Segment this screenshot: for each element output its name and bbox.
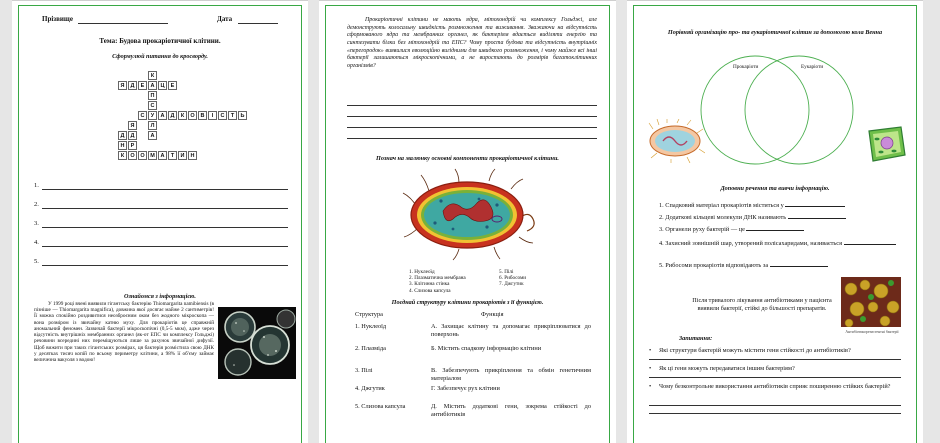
column-structure: Структура xyxy=(355,311,383,318)
case-text: Після тривалого лікування антибіотиками у пацієнта виявили бактерії, стійкі до більшості препаратів. xyxy=(692,297,832,312)
crossword-cell[interactable]: С xyxy=(138,111,147,120)
bullet-icon: • xyxy=(649,365,652,372)
fill-blank[interactable] xyxy=(788,213,846,219)
crossword-cell[interactable]: Н xyxy=(118,141,127,150)
function-item: Б. Містить спадкову інформацію клітини xyxy=(431,345,542,352)
crossword-cell[interactable]: С xyxy=(148,101,157,110)
venn-heading: Порівняй організацію про- та еукаріотичної клітин за допомогою кола Венна xyxy=(667,29,883,36)
crossword-cell[interactable]: І xyxy=(208,111,217,120)
diagram-legend-right xyxy=(499,269,526,288)
crossword-cell[interactable]: Д xyxy=(168,111,177,120)
plant-cell-illustration xyxy=(863,125,907,163)
legend-item: 4. Слизова капсула xyxy=(409,287,451,294)
worksheet-page-3 xyxy=(627,0,923,443)
legend-item: 1. Нуклеоїд xyxy=(409,269,435,275)
question-number: 2. xyxy=(34,201,39,208)
venn-label-eukaryotes: Еукаріоти xyxy=(801,64,824,70)
structure-item: 1. Нуклеоїд xyxy=(355,323,387,330)
info-heading: Ознайомся з інформацією. xyxy=(124,293,196,300)
crossword-cell[interactable]: П xyxy=(148,91,157,100)
function-item: Г. Забезпечує рух клітини xyxy=(431,385,500,392)
answer-line[interactable] xyxy=(649,413,901,414)
column-function: Функція xyxy=(481,311,504,318)
bullet-icon: • xyxy=(649,383,652,390)
legend-item: 2. Плазматична мембрана xyxy=(409,275,466,282)
crossword-cell[interactable]: Д xyxy=(118,131,127,140)
fill-blank[interactable] xyxy=(746,225,804,231)
structure-item: 5. Слизова капсула xyxy=(355,403,406,410)
crossword-cell[interactable]: О xyxy=(128,151,137,160)
fill-sentence: 2. Додаткові кільцеві молекули ДНК називають xyxy=(659,213,899,222)
answer-line[interactable] xyxy=(42,246,288,247)
answer-line[interactable] xyxy=(649,405,901,406)
resistant-bacteria-photo xyxy=(841,277,901,327)
structure-item: 4. Джгутик xyxy=(355,385,385,392)
crossword-cell[interactable]: Д xyxy=(128,131,137,140)
info-text: У 1999 році вчені виявили гігантську бактерію Thiomargarita namibiensis (в пізніше — Thiomargarita magnifica), довжина якої досягає майже 2 сантиметрів! Її можна спокійно роздивитися неозброєним оком без жодного мікроскопа — вона розміром із звичайну катню муху. Для прокаріотів це справжній аномальний феномен. Зазвичай бактерії мікроскопічні (0,5-5 мкм), адже через відсутність внутрішніх мембранних органел (як-от ЕПС чи комплексу Гольджі) речовини всередині них переміщуються лише за рахунок звичайної дифузії. Щоб вижити при таких гігантських розмірах, ця бактерія розмістила свою ДНК у десятках тисяч копій по всьому периметру клітини, а 98% її об'єму займає величезна вакуоля з водою! xyxy=(34,301,214,364)
crossword-cell[interactable]: Я xyxy=(118,81,127,90)
structure-item: 3. Пілі xyxy=(355,367,373,374)
bacterium-illustration xyxy=(647,119,705,163)
legend-item: 3. Клітинна стінка xyxy=(409,281,450,288)
crossword-cell[interactable]: Р xyxy=(128,141,137,150)
table-heading: Поєднай структуру клітини прокаріотів з її функцією. xyxy=(391,299,544,306)
crossword-cell[interactable]: М xyxy=(148,151,157,160)
bacteria-photo xyxy=(218,307,296,379)
topic-title: Тема: Будова прокаріотичної клітини. xyxy=(99,37,221,45)
crossword-cell[interactable]: Я xyxy=(128,121,137,130)
crossword-cell[interactable]: А xyxy=(148,81,157,90)
crossword-cell[interactable]: Е xyxy=(138,81,147,90)
answer-line[interactable] xyxy=(649,359,901,360)
function-item: Д. Містить додаткові гени, зокрема стійкості до антибіотиків xyxy=(431,403,591,418)
fill-blank[interactable] xyxy=(844,239,896,245)
answer-line[interactable] xyxy=(42,208,288,209)
diagram-legend-left xyxy=(409,269,466,294)
fill-sentence: 4. Захисний зовнішній шар, утворений полісахаридами, називається xyxy=(659,239,899,248)
questions-heading: Запитання: xyxy=(679,335,713,342)
crossword-cell[interactable]: Е xyxy=(168,81,177,90)
answer-line[interactable] xyxy=(42,265,288,266)
date-label: Дата xyxy=(217,15,233,23)
crossword-heading: Сформулюй питання до кросворду. xyxy=(112,53,208,60)
answer-line[interactable] xyxy=(347,116,597,117)
legend-item: 6. Рибосоми xyxy=(499,275,527,282)
intro-text: Прокаріотичні клітини не мають ядра, мітохондрій чи комплексу Гольджі, але демонструють колосальну швидкість розмноження та виживання. Зважаючи на відсутність сформованого ядра та мембранних органел, як бактеріям вдається виділяти енергію та синтезувати білки без мітохондрій та ЕПС? Чому проста будова та відсутність внутрішніх «перегородок» виявилися еволюційно вигідними для швидкого розмноження, і чому майже всі інші бактерії залишаються мікроскопічними, а не виростають до розмірів багатоклітинних організмів? xyxy=(347,17,597,70)
answer-line[interactable] xyxy=(42,227,288,228)
worksheet-page-1 xyxy=(12,0,308,443)
crossword-cell[interactable]: Д xyxy=(128,81,137,90)
question-number: 3. xyxy=(34,220,39,227)
answer-line[interactable] xyxy=(347,138,597,139)
venn-diagram xyxy=(687,55,867,165)
diagram-heading: Познач на малюнку основні компоненти прокаріотичної клітини. xyxy=(376,155,559,162)
question-number: 5. xyxy=(34,258,39,265)
legend-item: 5. Пілі xyxy=(499,269,514,275)
crossword-cell[interactable]: Ь xyxy=(238,111,247,120)
crossword-cell[interactable]: А xyxy=(148,131,157,140)
crossword-cell[interactable]: И xyxy=(178,151,187,160)
crossword-cell[interactable]: А xyxy=(158,111,167,120)
answer-line[interactable] xyxy=(347,105,597,106)
question-item: Чому безконтрольне використання антибіотиків сприяє поширенню стійких бактерій? xyxy=(659,383,891,390)
worksheet-page-2 xyxy=(319,0,616,443)
crossword-cell[interactable]: С xyxy=(218,111,227,120)
bullet-icon: • xyxy=(649,347,652,354)
structure-item: 2. Плазміда xyxy=(355,345,386,352)
fill-blank[interactable] xyxy=(770,261,828,267)
answer-line[interactable] xyxy=(649,377,901,378)
crossword-cell[interactable]: К xyxy=(148,71,157,80)
question-number: 4. xyxy=(34,239,39,246)
question-item: Як ці гени можуть передаватися іншим бактеріям? xyxy=(659,365,795,372)
crossword-cell[interactable]: О xyxy=(138,151,147,160)
fill-heading: Доповни речення та вивчи інформацію. xyxy=(720,185,830,192)
crossword-cell[interactable]: О xyxy=(188,111,197,120)
crossword-cell[interactable]: Л xyxy=(148,121,157,130)
fill-sentence: 3. Органели руху бактерій — це xyxy=(659,225,899,234)
surname-label: Прізвище xyxy=(42,15,73,23)
photo-caption: Антибіотикорезистентні бактерії xyxy=(845,330,899,334)
function-item: В. Забезпечують прикріплення та обмін генетичним матеріалом xyxy=(431,367,591,382)
crossword-cell[interactable]: Н xyxy=(188,151,197,160)
legend-item: 7. Джгутик xyxy=(499,281,524,288)
crossword-cell[interactable]: Ц xyxy=(158,81,167,90)
answer-line[interactable] xyxy=(42,189,288,190)
crossword-cell[interactable]: В xyxy=(198,111,207,120)
crossword-cell[interactable]: А xyxy=(158,151,167,160)
venn-circle-right xyxy=(745,56,853,164)
fill-blank[interactable] xyxy=(785,201,845,207)
fill-sentence: 5. Рибосоми прокаріотів відповідають за xyxy=(659,261,899,270)
crossword-cell[interactable]: К xyxy=(178,111,187,120)
venn-circle-left xyxy=(701,56,809,164)
crossword-cell[interactable]: У xyxy=(148,111,157,120)
question-item: Які структури бактерій можуть містити гени стійкості до антибіотиків? xyxy=(659,347,851,354)
fill-sentence: 1. Спадковий матеріал прокаріотів міститься у xyxy=(659,201,899,210)
venn-label-prokaryotes: Прокаріоти xyxy=(733,64,759,70)
answer-line[interactable] xyxy=(347,127,597,128)
function-item: А. Захищає клітину та допомагає прикріплюватися до поверхонь xyxy=(431,323,591,338)
crossword-cell[interactable]: К xyxy=(118,151,127,160)
crossword-grid xyxy=(12,1,308,201)
prokaryote-cell-diagram xyxy=(399,167,539,262)
crossword-cell[interactable]: Т xyxy=(168,151,177,160)
crossword-cell[interactable]: Т xyxy=(228,111,237,120)
question-number: 1. xyxy=(34,182,39,189)
